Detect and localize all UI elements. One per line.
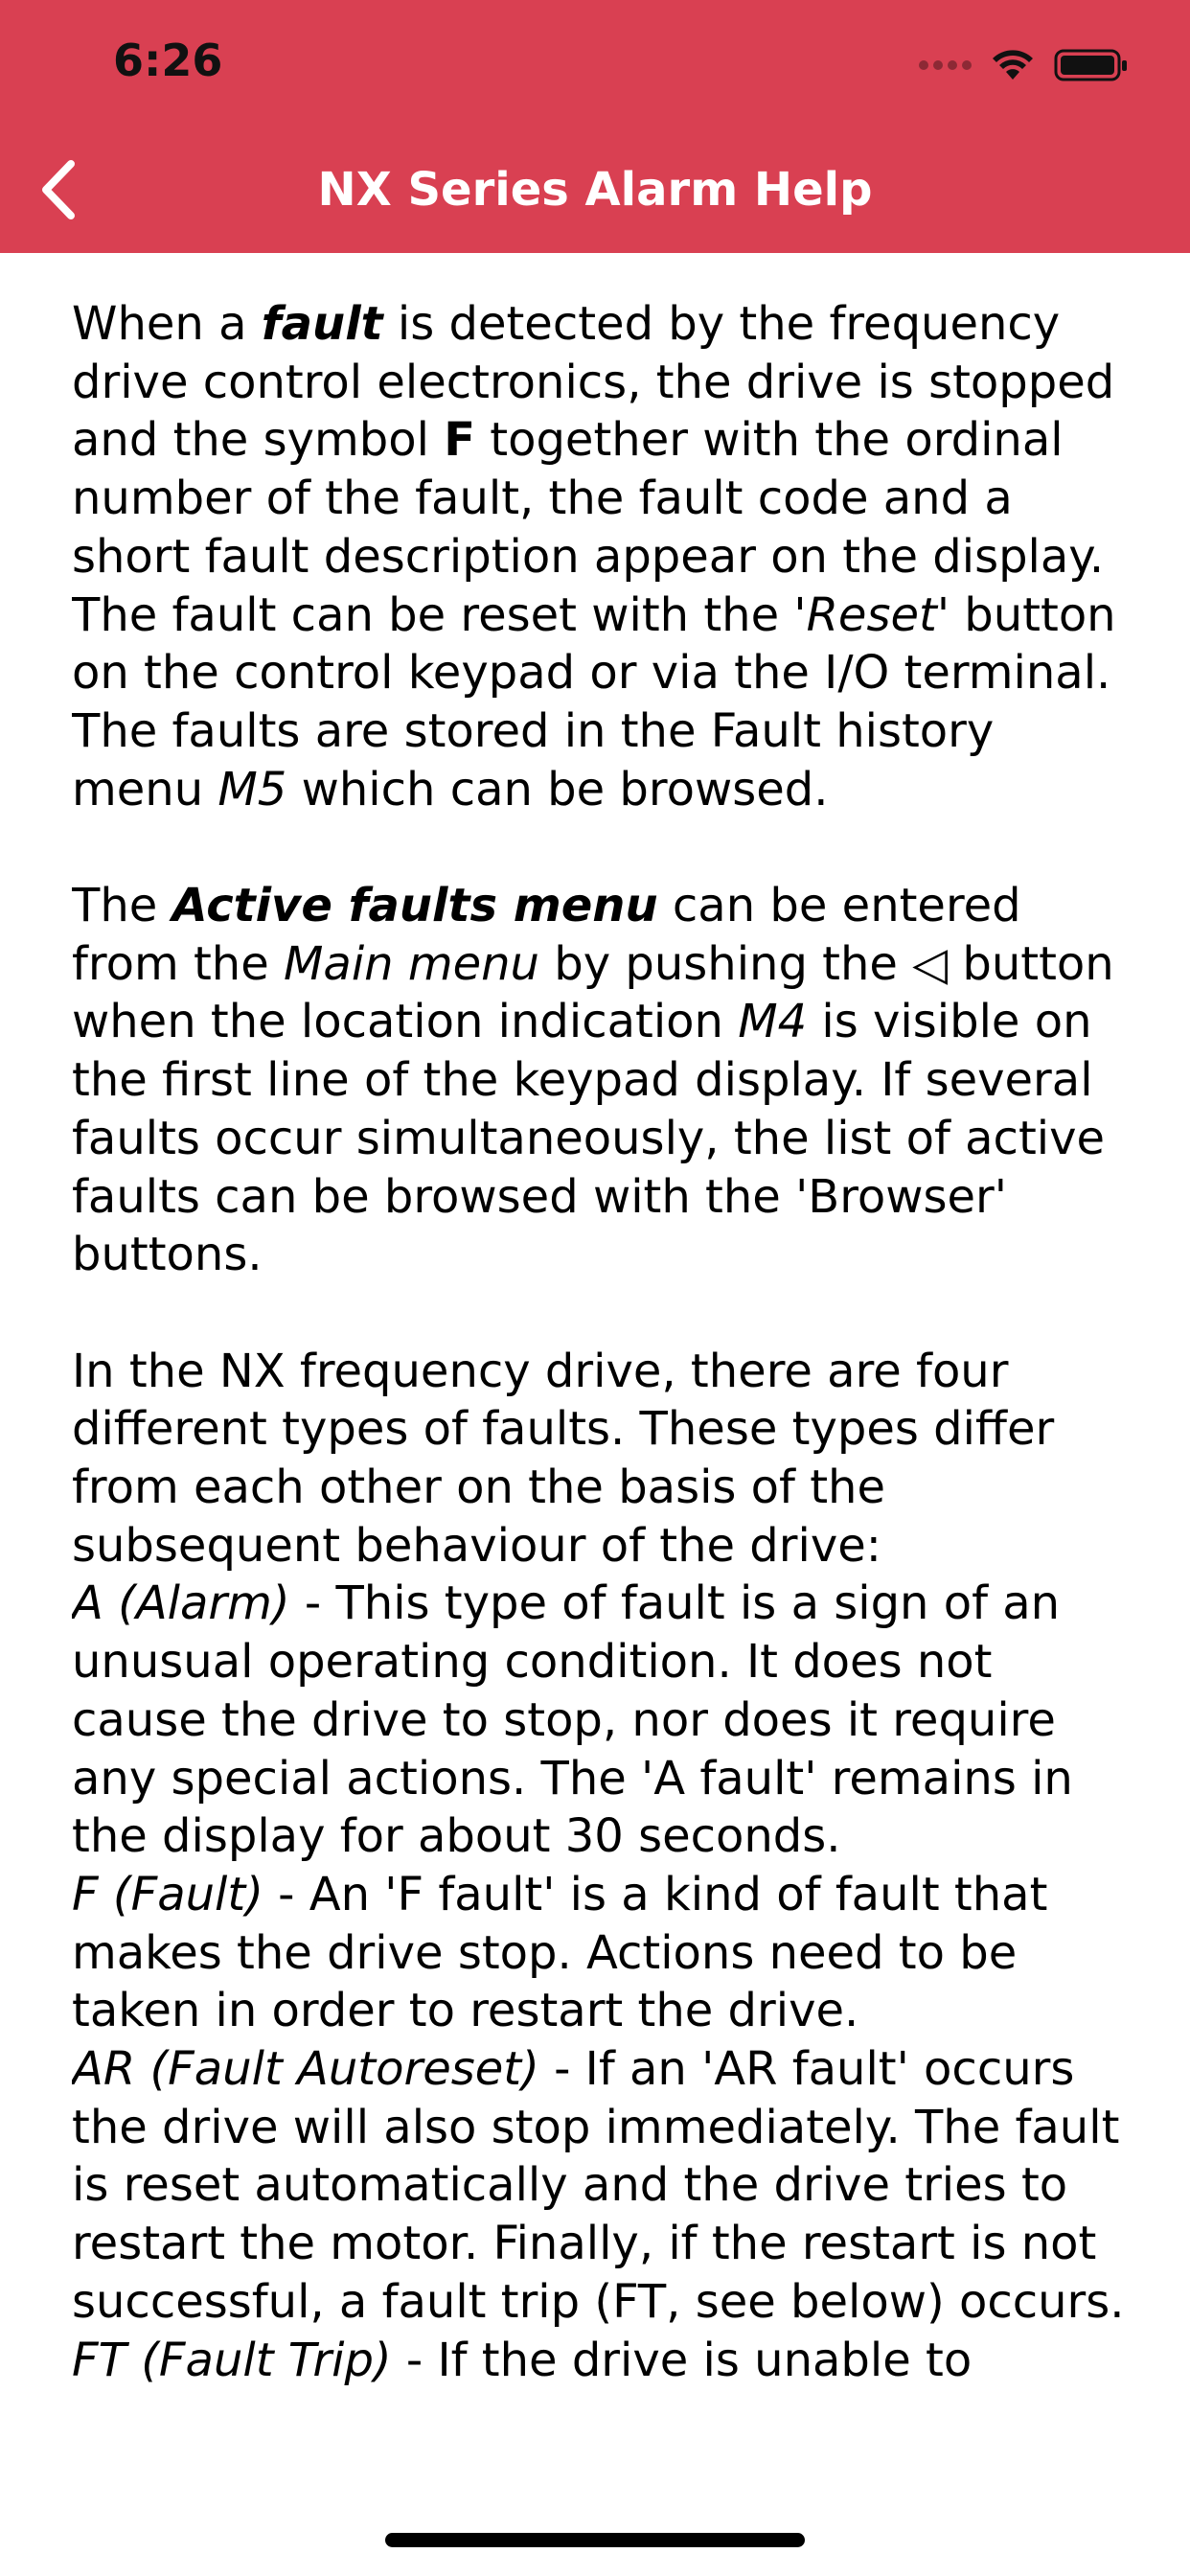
- left-arrow-icon: ◁: [912, 936, 949, 991]
- fault-types-paragraph: In the NX frequency drive, there are four different types of faults. These types differ from each other on the basis of the subsequent behaviour of the drive: A (Alarm) - This type of fault is a sign of an unusual operating condition. It does not cause the drive to stop, nor does it require any special actions. The 'A fault' remains in the display for about 30 seconds. F (Fault) - An 'F fault' is a kind of fault that makes the drive stop. Actions need to be taken in order to restart the drive. AR (Fault Autoreset) - If an 'AR fault' occurs the drive will also stop immediately. The fault is reset automatically and the drive tries to restart the motor. Finally, if the restart is not successful, a fault trip (FT, see below) occurs. FT (Fault Trip) - If the drive is unable to: [72, 1344, 1125, 2387]
- battery-icon: [1054, 47, 1129, 83]
- alarm-type-label: A (Alarm): [72, 1576, 290, 1631]
- page-title: NX Series Alarm Help: [317, 163, 873, 217]
- wifi-icon: [989, 47, 1037, 83]
- fault-term: fault: [261, 297, 383, 351]
- navigation-header: [0, 0, 1190, 253]
- fault-trip-type-label: FT (Fault Trip): [72, 2333, 392, 2387]
- main-menu-term: Main menu: [284, 936, 539, 991]
- menu-m5-term: M5: [217, 762, 287, 816]
- alarm-help-text: [72, 295, 1135, 2442]
- fault-detection-paragraph: When a fault is detected by the frequency drive control electronics, the drive is stopped and the symbol F together with the ordinal number of the fault, the fault code and a short fault description appear on the display. The fault can be reset with the 'Reset' button on the control keypad or via the I/O terminal. The faults are stored in the Fault history menu M5 which can be browsed.: [72, 297, 1116, 816]
- active-faults-menu-term: Active faults menu: [172, 879, 658, 933]
- active-faults-paragraph: The Active faults menu can be entered from the Main menu by pushing the ◁ button when the location indication M4 is visible on the first line of the keypad display. If several faults occur simultaneously, the list of active faults can be browsed with the 'Browser' buttons.: [72, 879, 1114, 1282]
- home-indicator[interactable]: [385, 2533, 805, 2547]
- menu-m4-term: M4: [738, 995, 808, 1049]
- fault-type-label: F (Fault): [72, 1867, 263, 1921]
- fault-symbol: F: [444, 413, 475, 468]
- reset-term: Reset: [806, 587, 937, 642]
- autoreset-type-label: AR (Fault Autoreset): [72, 2042, 539, 2097]
- status-indicators: [919, 42, 1129, 88]
- status-time: 6:26: [113, 34, 223, 86]
- cellular-signal-icon: [919, 60, 972, 70]
